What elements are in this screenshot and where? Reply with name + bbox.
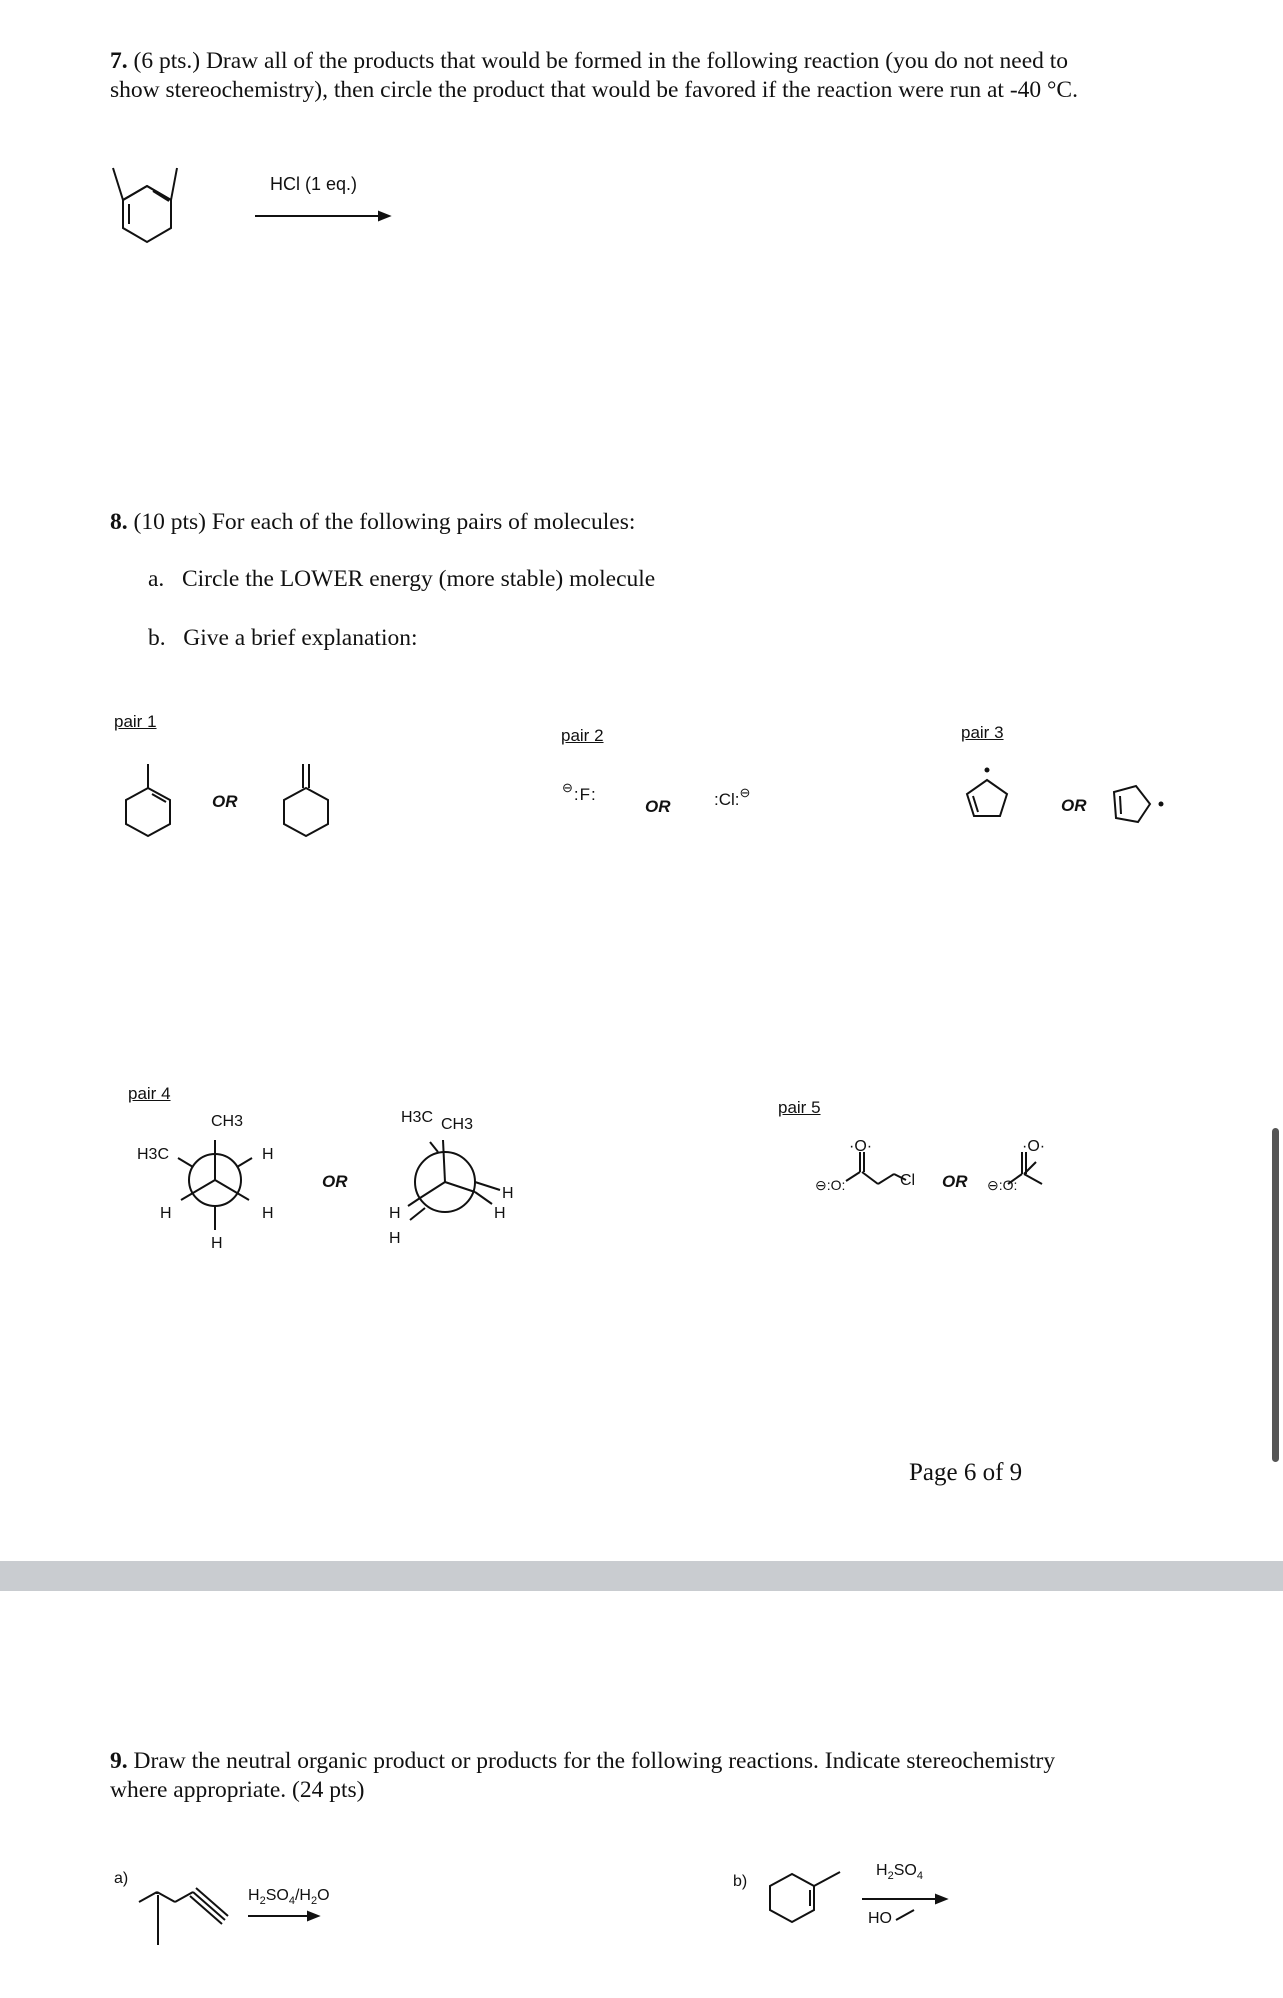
- pair-4-right-h-rl: H: [494, 1205, 506, 1222]
- pair-1-left-structure: [118, 760, 178, 840]
- pair-4-label: pair 4: [128, 1084, 171, 1103]
- pair-4-right-ch3: CH3: [441, 1116, 474, 1133]
- pair-4-left-h-bottom: H: [211, 1235, 223, 1252]
- q9-part-b-reagent-top: $H_2SO_4$: [876, 1862, 923, 1883]
- q9-part-b-reagent-bottom: HO: [868, 1910, 892, 1927]
- q8-header: 8. (10 pts) For each of the following pairs of molecules:: [110, 509, 636, 535]
- pair-5-left-cl: Cl: [900, 1172, 916, 1189]
- q7-line1: 7. (6 pts.) Draw all of the products that would be formed in the following reaction (you do not need to: [110, 48, 1069, 74]
- page-footer: Page 6 of 9: [909, 1459, 1023, 1486]
- pair-4-right-h-ll: H: [389, 1230, 401, 1247]
- q7-reagent: HCl (1 eq.): [270, 174, 358, 194]
- pair-2-chloride: :Cl:⊖: [714, 785, 751, 809]
- q9-part-b-methanol-bond: [894, 1906, 924, 1926]
- pair-1-right-structure: [276, 760, 336, 840]
- pair-4-left-h-lr: H: [262, 1205, 274, 1222]
- pair-2-label: pair 2: [561, 726, 604, 745]
- scrollbar[interactable]: [1272, 1128, 1279, 1462]
- q7-line2: show stereochemistry), then circle the product that would be favored if the reaction were run at -40 °C.: [110, 77, 1078, 103]
- pair-3-label: pair 3: [961, 723, 1004, 742]
- pair-4-left-ch3-top: CH3: [211, 1113, 244, 1130]
- q9-part-a-reagent: $H_2SO_4/H_2O$: [248, 1887, 330, 1908]
- pair-5-right-carbonyl-o: ·O·: [1022, 1138, 1046, 1155]
- q9-line1: 9. Draw the neutral organic product or products for the following reactions. Indicate stereochemistry: [110, 1748, 1056, 1774]
- pair-4-left-h3c: H3C: [137, 1146, 170, 1163]
- pair-3-right-structure: [1106, 778, 1166, 828]
- pair-2-fluoride: ⊖:F:: [562, 780, 597, 804]
- pair-5-left-oxide: ⊖:O:: [815, 1177, 846, 1193]
- pair-5-label: pair 5: [778, 1098, 821, 1117]
- q7-diene-structure: [105, 160, 195, 250]
- q9-part-b-label: b): [733, 1873, 748, 1890]
- pair-4-left-newman: [130, 1110, 280, 1250]
- q9-part-a-stem: [150, 1895, 170, 1950]
- pair-1-or: OR: [212, 792, 238, 811]
- pair-5-left-carbonyl-o: ·O·: [849, 1138, 873, 1155]
- q9-part-a-arrow: [248, 1910, 318, 1922]
- pair-4-right-h-lu: H: [389, 1205, 401, 1222]
- q9-part-b-arrow: [862, 1893, 946, 1905]
- pair-4-left-h-ur: H: [262, 1146, 274, 1163]
- q7-reaction-arrow: [255, 210, 390, 222]
- pair-3-or: OR: [1061, 796, 1087, 815]
- pair-4-right-h3c: H3C: [401, 1109, 434, 1126]
- q8-item-a: a. Circle the LOWER energy (more stable) molecule: [148, 566, 656, 592]
- pair-1-label: pair 1: [114, 712, 157, 731]
- pair-2-or: OR: [645, 797, 671, 816]
- pair-5-right-oxide: ⊖:O:: [987, 1177, 1018, 1193]
- pair-4-or: OR: [322, 1172, 348, 1191]
- q9-part-b-methylcyclohexene: [760, 1860, 860, 1930]
- q8-item-b: b. Give a brief explanation:: [148, 625, 418, 651]
- q9-line2: where appropriate. (24 pts): [110, 1777, 365, 1803]
- pair-4-right-h-ru: H: [502, 1185, 514, 1202]
- pair-4-left-h-ll: H: [160, 1205, 172, 1222]
- pair-5-or: OR: [942, 1172, 968, 1191]
- page-divider: [0, 1561, 1283, 1591]
- q9-part-a-label: a): [114, 1870, 129, 1887]
- pair-3-left-structure: [955, 762, 1015, 822]
